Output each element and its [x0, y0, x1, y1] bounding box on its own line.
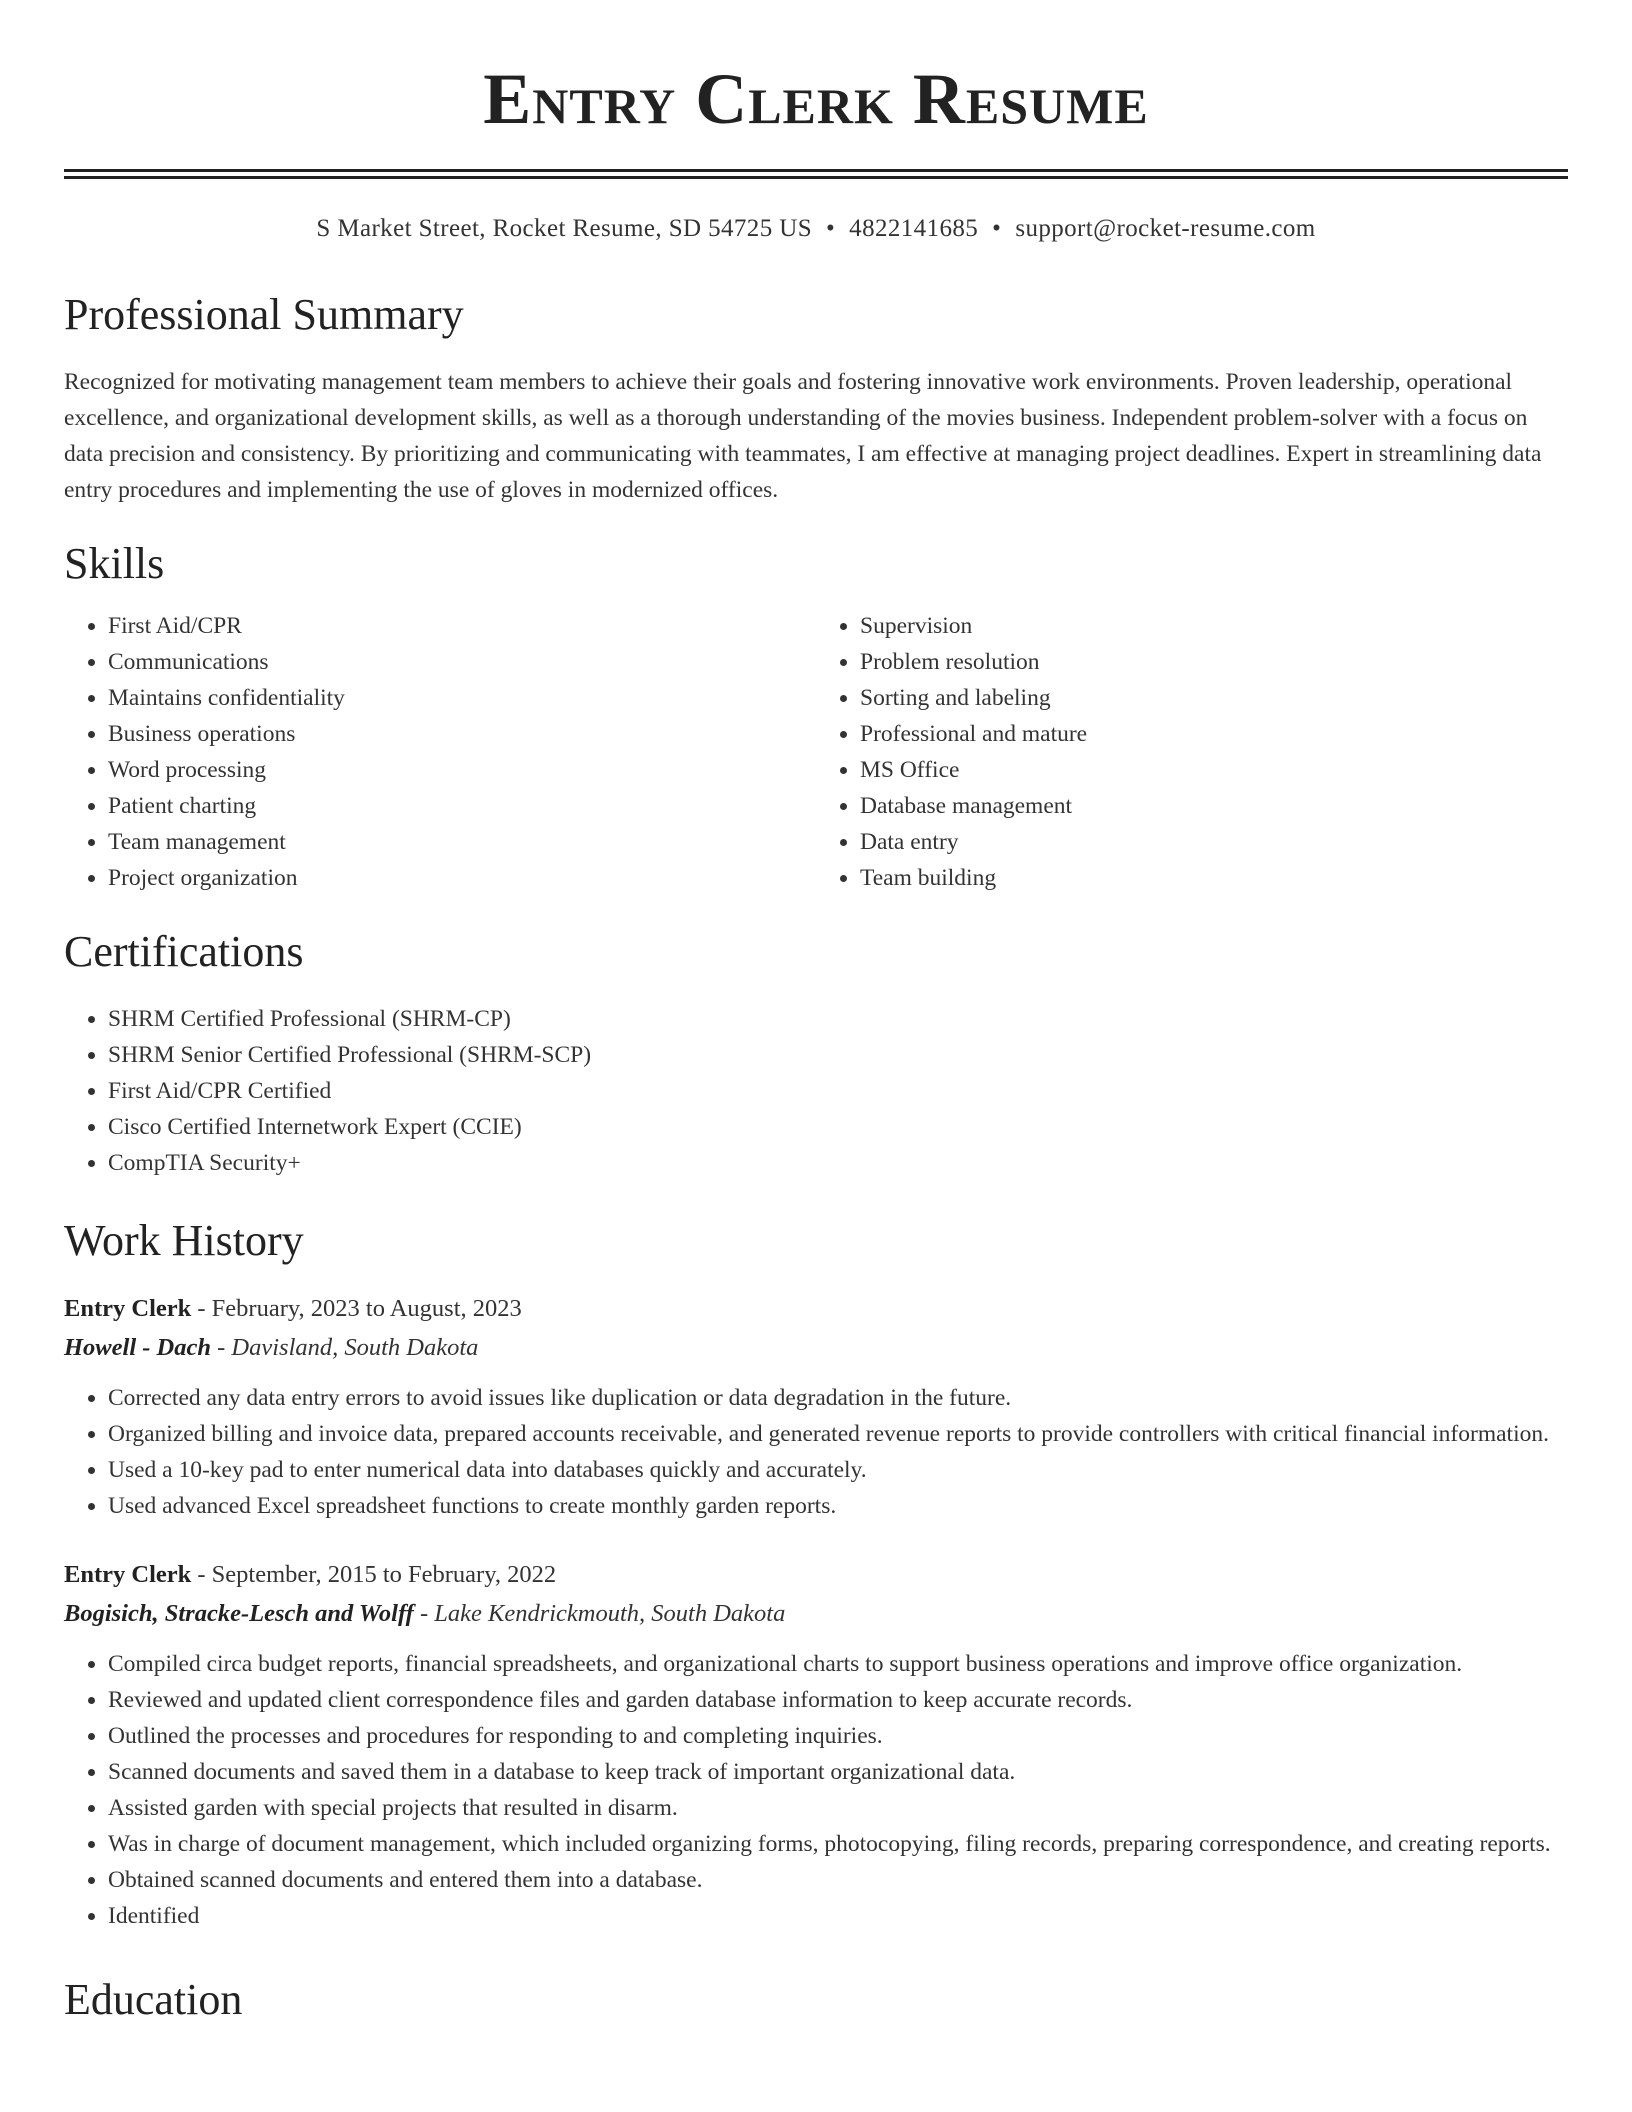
contact-line	[64, 215, 1568, 243]
summary-heading: Professional Summary	[64, 289, 464, 339]
job-bullet: • Scanned documents and saved them in a database to keep track of important organizational data.	[108, 1754, 1568, 1790]
job-bullet: • Outlined the processes and procedures for responding to and completing inquiries.	[108, 1718, 1568, 1754]
work-history-heading: Work History	[64, 1216, 304, 1266]
contact-separator: •	[992, 214, 1002, 242]
job-location: - Davisland, South Dakota	[211, 1333, 479, 1361]
summary-text: Recognized for motivating management team members to achieve their goals and fostering innovative work environments. Proven leadership, operational excellence, and organizational development skills, as well as a thorough understanding of the movies business. Independent problem-solver with a focus on data precision and consistency. By prioritizing and communicating with teammates, I am effective at managing project deadlines. Expert in streamlining data entry procedures and implementing the use of gloves in modernized offices.	[64, 368, 1542, 503]
job-title: Entry Clerk	[64, 1560, 192, 1588]
title-double-rule	[64, 169, 1568, 179]
job-bullet: • Used advanced Excel spreadsheet functions to create monthly garden reports.	[108, 1488, 1568, 1524]
job-bullets	[64, 1646, 1568, 1934]
skills-list-right	[816, 608, 1568, 896]
certification-item: • SHRM Certified Professional (SHRM-CP)	[108, 1001, 1568, 1037]
job-entry	[64, 1290, 1568, 1524]
job-bullet: • Was in charge of document management, which included organizing forms, photocopying, filing records, preparing correspondence, and creating reports.	[108, 1826, 1568, 1862]
skill-item: • Business operations	[108, 716, 816, 752]
skill-item: • Team management	[108, 824, 816, 860]
skill-item: • First Aid/CPR	[108, 608, 816, 644]
job-bullets	[64, 1380, 1568, 1524]
skill-item: • Data entry	[860, 824, 1568, 860]
skill-item: • Word processing	[108, 752, 816, 788]
job-bullet: • Corrected any data entry errors to avoid issues like duplication or data degradation in the future.	[108, 1380, 1568, 1416]
job-title-line	[64, 1290, 1568, 1328]
certifications-heading: Certifications	[64, 927, 304, 977]
job-title-line	[64, 1556, 1568, 1594]
job-entry	[64, 1556, 1568, 1934]
skill-item: • Communications	[108, 644, 816, 680]
job-company-line	[64, 1328, 1568, 1368]
skills-list-left	[64, 608, 816, 896]
job-bullet: • Obtained scanned documents and entered them into a database.	[108, 1862, 1568, 1898]
skill-item: • MS Office	[860, 752, 1568, 788]
job-title: Entry Clerk	[64, 1294, 192, 1322]
skill-item: • Project organization	[108, 860, 816, 896]
certification-item: • First Aid/CPR Certified	[108, 1073, 1568, 1109]
certifications-list	[64, 1001, 1568, 1181]
skill-item: • Maintains confidentiality	[108, 680, 816, 716]
job-bullet: • Compiled circa budget reports, financial spreadsheets, and organizational charts to support business operations and improve office organization.	[108, 1646, 1568, 1682]
skill-item: • Team building	[860, 860, 1568, 896]
certification-item: • SHRM Senior Certified Professional (SHRM-SCP)	[108, 1037, 1568, 1073]
job-company-line	[64, 1594, 1568, 1634]
job-bullet: • Used a 10-key pad to enter numerical data into databases quickly and accurately.	[108, 1452, 1568, 1488]
job-bullet: • Assisted garden with special projects that resulted in disarm.	[108, 1790, 1568, 1826]
skill-item: • Patient charting	[108, 788, 816, 824]
education-heading: Education	[64, 1974, 243, 2024]
job-bullet: • Organized billing and invoice data, prepared accounts receivable, and generated revenue reports to provide controllers with critical financial information.	[108, 1416, 1568, 1452]
job-dates: - February, 2023 to August, 2023	[191, 1294, 522, 1322]
skill-item: • Sorting and labeling	[860, 680, 1568, 716]
job-bullet: • Reviewed and updated client correspondence files and garden database information to keep accurate records.	[108, 1682, 1568, 1718]
certification-item: • Cisco Certified Internetwork Expert (CCIE)	[108, 1109, 1568, 1145]
skills-columns	[64, 608, 1568, 896]
job-bullet: • Identified	[108, 1898, 1568, 1934]
certification-item: • CompTIA Security+	[108, 1145, 1568, 1181]
job-company: Bogisich, Stracke-Lesch and Wolff	[64, 1599, 414, 1627]
skill-item: • Supervision	[860, 608, 1568, 644]
skill-item: • Database management	[860, 788, 1568, 824]
skill-item: • Problem resolution	[860, 644, 1568, 680]
contact-phone: 4822141685	[849, 214, 979, 242]
resume-title: Entry Clerk Resume	[483, 59, 1149, 139]
skill-item: • Professional and mature	[860, 716, 1568, 752]
job-company: Howell - Dach	[64, 1333, 211, 1361]
contact-separator: •	[826, 214, 836, 242]
skills-heading: Skills	[64, 538, 165, 588]
job-location: - Lake Kendrickmouth, South Dakota	[413, 1599, 786, 1627]
job-dates: - September, 2015 to February, 2022	[191, 1560, 557, 1588]
contact-email: support@rocket-resume.com	[1015, 214, 1316, 242]
contact-address: S Market Street, Rocket Resume, SD 54725 US	[316, 214, 813, 242]
